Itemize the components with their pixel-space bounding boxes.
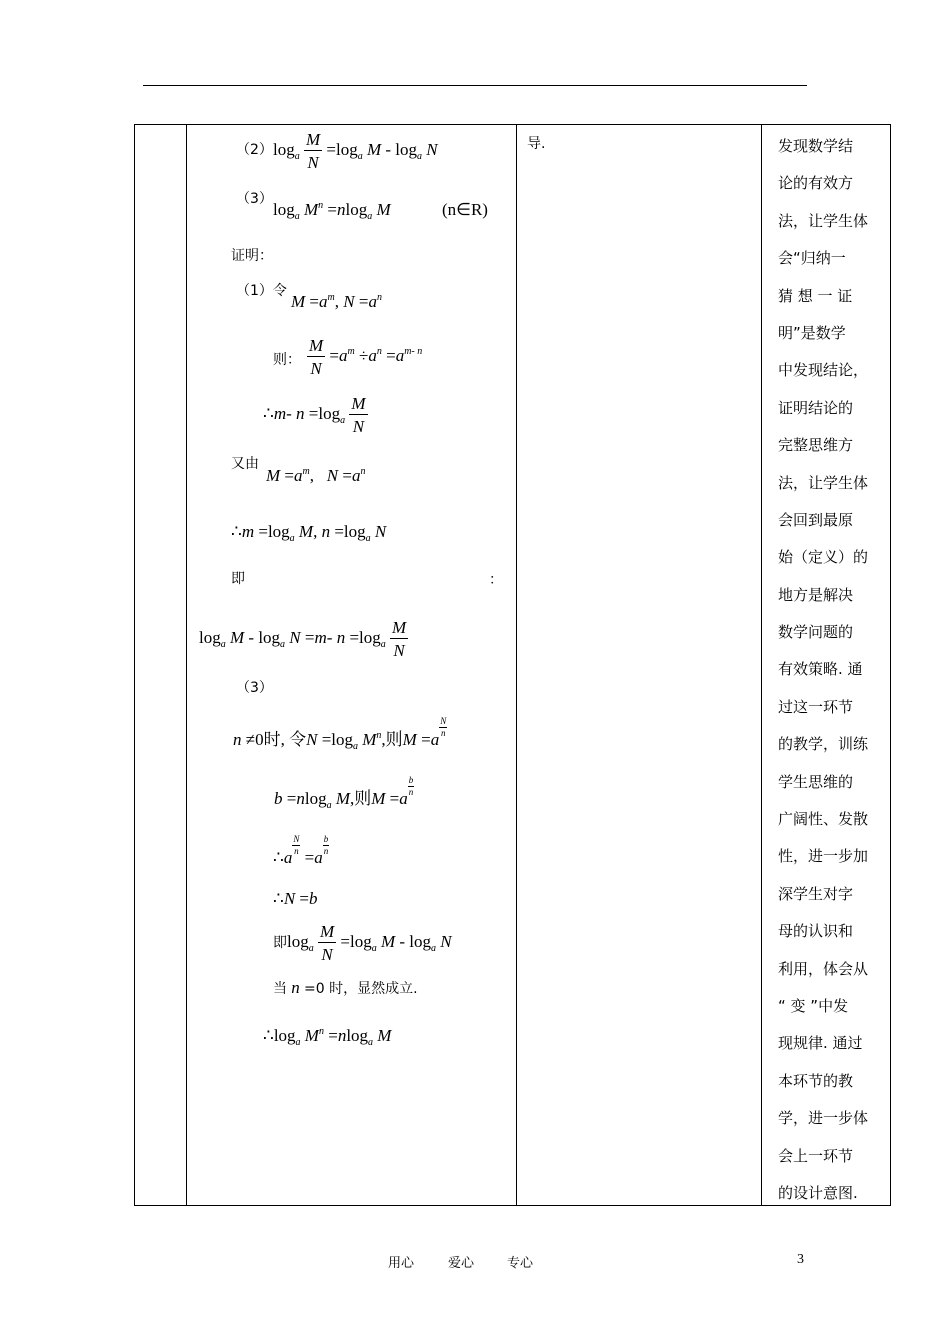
design-intent-line: 利用，体会从 (778, 959, 869, 978)
design-intent-line: 证明结论的 (778, 398, 854, 417)
proof-content (187, 125, 516, 1205)
design-intent-line: 广阔性、发散 (778, 810, 869, 829)
step3-label: （3） (236, 680, 273, 696)
design-intent-text (778, 128, 876, 1212)
design-intent-line: 法，让学生体 (778, 473, 869, 492)
design-intent-line: 的教学，训练 (778, 735, 869, 754)
design-intent-line: 中发现结论， (778, 361, 869, 380)
footer-motto-1: 用心 (388, 1256, 415, 1271)
ji-label: 即 (231, 571, 245, 587)
ji2-label: 即 (273, 934, 287, 951)
design-intent-line: 会“归纳一 (778, 249, 846, 268)
design-intent-line: 法，让学生体 (778, 211, 869, 230)
design-intent-line: “ 变 ”中发 (778, 996, 849, 1015)
prop3-label: （3） (236, 191, 273, 207)
conclusion-prop3: $\therefore\log_a$ $M^n =nlog_a$ M (263, 1026, 392, 1048)
then-comma-2: ,则 (350, 789, 372, 808)
exponent-equality: ∴a $\frac{N}{n}$ =a $\frac{b}{n}$ (273, 834, 329, 867)
n-equals-b: ∴N =b (273, 889, 318, 908)
conclusion-prop2: 即$\log_a$ $\frac{M}{N}$ $=\log_a$ M - $\log_a N$ (273, 922, 452, 964)
therefore-m-minus-n: ∴m- $n =\log_a$ $\frac{M}{N}$ (263, 394, 366, 436)
design-intent-line: 会回到最原 (778, 510, 854, 529)
design-intent-line: 母的认识和 (778, 922, 854, 941)
design-intent-line: 有效策略. 通 (778, 660, 863, 679)
design-intent-line: 明”是数学 (778, 323, 846, 342)
page-number: 3 (797, 1252, 804, 1267)
therefore-m-n-logs: ∴m $=\log_a$ M, $n =\log_a$ N (231, 522, 387, 544)
n-nonzero-when: 时, 令 (263, 730, 307, 749)
footer-motto-3: 专心 (507, 1256, 534, 1271)
column-1-empty (135, 125, 187, 1206)
guide-text: 导. (527, 136, 546, 152)
prop3-condition: (n∈R) (442, 200, 488, 219)
design-intent-line: 的设计意图. (778, 1183, 858, 1202)
design-intent-line: 猜 想 一 证 (778, 286, 853, 305)
design-intent-line: 地方是解决 (778, 585, 854, 604)
b-equals-formula: b =nlog$_a$ M,则M =a $\frac{b}{n}$ (274, 775, 414, 811)
proof-label: 证明： (231, 248, 273, 264)
quotient-formula: $\frac{M}{N}$ $=a^m \div a^n =a^{m- n}$ (309, 336, 423, 378)
step1-label: （1）令 (236, 283, 287, 299)
design-intent-line: 过这一环节 (778, 697, 854, 716)
youyou-label: 又由 (231, 456, 259, 472)
design-intent-line: 深学生对字 (778, 884, 854, 903)
prop3-formula: $\log_a M^n =nlog_a$ M (273, 200, 391, 222)
prop2-formula: $\log_a$ $\frac{M}{N}$ $=\log_a$ M - $\log_a N$ (273, 130, 438, 172)
header-rule (143, 85, 807, 86)
design-intent-line: 性，进一步加 (778, 847, 869, 866)
design-intent-line: 本环节的教 (778, 1071, 854, 1090)
column-4-design-intent (762, 125, 891, 1206)
design-intent-line: 完整思维方 (778, 436, 854, 455)
then-comma-1: ,则 (381, 730, 403, 749)
youyou-formula: $M =a^m$, $N =a^n$ (266, 466, 366, 485)
column-3-guide (517, 125, 762, 1206)
design-intent-line: 数学问题的 (778, 623, 854, 642)
design-intent-line: 会上一环节 (778, 1146, 854, 1165)
prop2-label: （2） (236, 142, 273, 158)
footer-motto-2: 爱心 (448, 1256, 475, 1271)
design-intent-line: 现规律. 通过 (778, 1034, 863, 1053)
conclusion-2-formula: $\log_a M - \log_a N =m-$ $n =\log_a$ $\frac{M}{N}$ (199, 618, 407, 660)
lesson-table (134, 124, 891, 1206)
column-2-proof (187, 125, 517, 1206)
when-n-zero: 当 n =0 时，显然成立. (273, 978, 418, 997)
design-intent-line: 学，进一步体 (778, 1109, 869, 1128)
n-nonzero-formula: n ≠0时, 令$N =\log_a$ $M^n$,则M =a $\frac{N}{n}$ (233, 716, 447, 752)
design-intent-line: 发现数学结 (778, 137, 854, 155)
step1-formula: $M =a^m$, $N =a^n$ (291, 292, 382, 311)
ji-colon: ： (489, 572, 503, 588)
design-intent-line: 学生思维的 (778, 772, 854, 791)
then-label: 则： (273, 352, 301, 368)
design-intent-line: 始（定义）的 (778, 548, 869, 567)
design-intent-line: 论的有效方 (778, 174, 854, 193)
